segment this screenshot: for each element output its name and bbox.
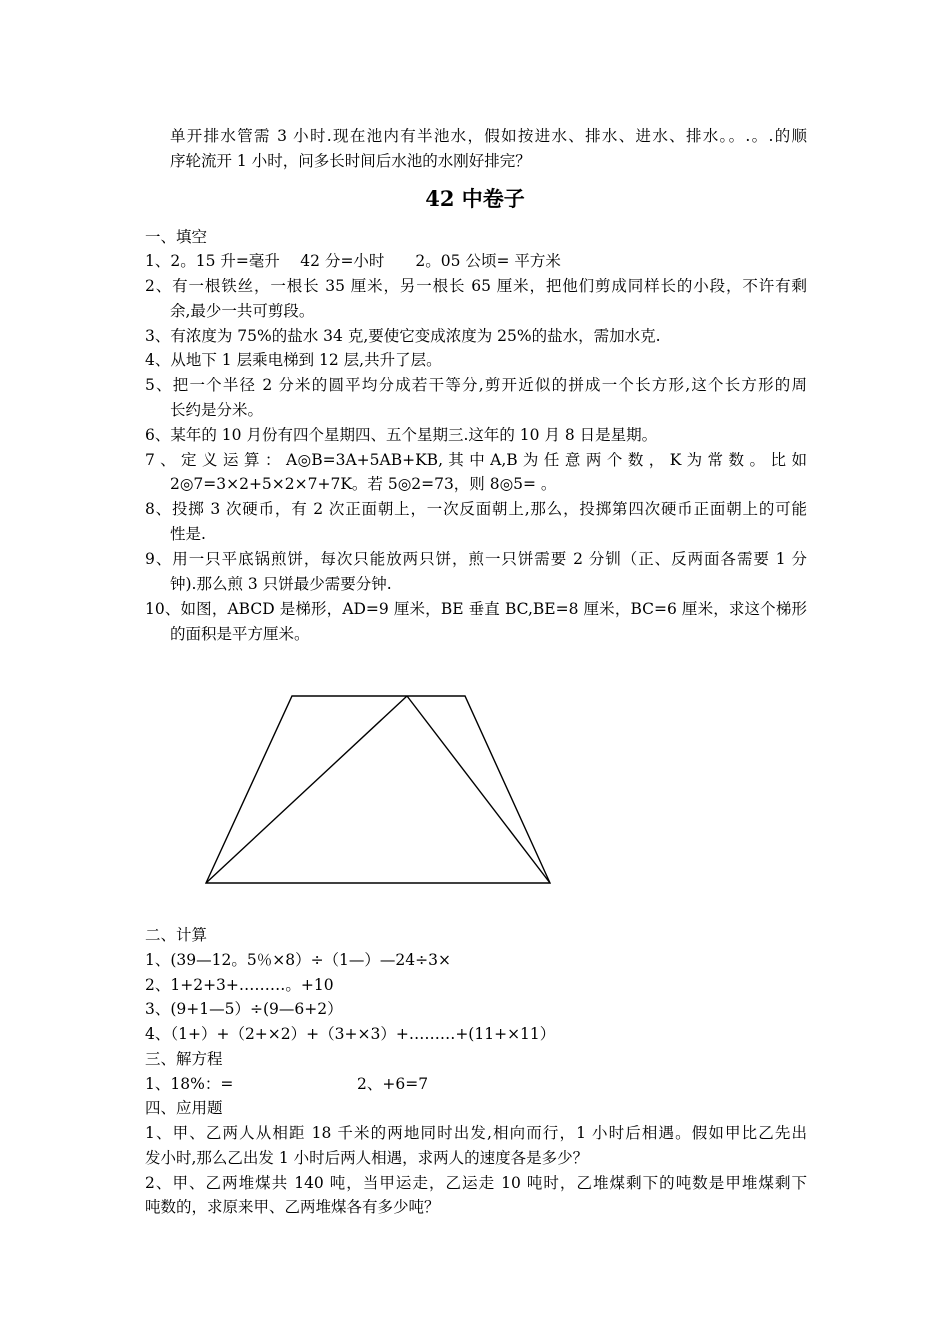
question-1-5a: 5、把一个半径 2 分米的圆平均分成若干等分,剪开近似的拼成一个长方形,这个长方形的周 [145,376,807,394]
question-1-10a: 10、如图，ABCD 是梯形，AD=9 厘米，BE 垂直 BC,BE=8 厘米，BC=6 厘米，求这个梯形 [145,600,807,618]
question-1-2b: 余,最少一共可剪段。 [170,302,315,320]
question-1-9b: 钟).那么煎 3 只饼最少需要分钟. [170,575,392,593]
section-3-heading: 三、解方程 [145,1050,223,1068]
question-3-2: 2、+6=7 [357,1075,429,1093]
question-3-row [145,1074,807,1094]
question-1-2a: 2、有一根铁丝，一根长 35 厘米，另一根长 65 厘米，把他们剪成同样长的小段，不许有剩 [145,277,807,295]
question-3-1: 1、18%：= [145,1075,234,1093]
question-1-9a: 9、用一只平底锅煎饼，每次只能放两只饼，煎一只饼需要 2 分钏（正、反两面各需要 1 分 [145,550,807,568]
intro-line-2: 序轮流开 1 小时，问多长时间后水池的水刚好排完？ [170,152,531,170]
question-4-1b: 发小时,那么乙出发 1 小时后两人相遇，求两人的速度各是多少？ [145,1149,589,1167]
question-1-8a: 8、投掷 3 次硬币，有 2 次正面朝上，一次反面朝上,那么，投掷第四次硬币正面朝上的可能 [145,500,807,518]
question-4-2a: 2、甲、乙两堆煤共 140 吨，当甲运走，乙运走 10 吨时，乙堆煤剩下的吨数是甲堆煤剩下 [145,1174,807,1192]
question-1-4: 4、从地下 1 层乘电梯到 12 层,共升了层。 [145,351,442,369]
question-1-8b: 性是. [170,525,206,543]
diagonal-left [206,696,407,883]
question-1-6: 6、某年的 10 月份有四个星期四、五个星期三.这年的 10 月 8 日是星期。 [145,426,658,444]
section-1-heading: 一、填空 [145,228,208,246]
question-2-1: 1、(39—12。5％×8）÷（1—）—24÷3× [145,951,451,969]
question-2-2: 2、1+2+3+………。+10 [145,976,334,994]
question-1-10b: 的面积是平方厘米。 [170,625,310,643]
question-4-1a: 1、甲、乙两人从相距 18 千米的两地同时出发,相向而行，1 小时后相遇。假如甲比乙先出 [145,1124,807,1142]
question-1-5b: 长约是分米。 [170,401,264,419]
trapezoid-figure [200,690,560,890]
section-2-heading: 二、计算 [145,926,208,944]
question-1-7b: 2◎7=3×2+5×2×7+7K。若 5◎2=73，则 8◎5= 。 [170,475,557,493]
section-4-heading: 四、应用题 [145,1099,223,1117]
question-1-3: 3、有浓度为 75%的盐水 34 克,要使它变成浓度为 25%的盐水，需加水克. [145,327,661,345]
question-1-7a: 7 、 定 义 运 算 ： A◎B=3A+5AB+KB, 其 中 A,B 为 任 意 两 个 数 ， K 为 常 数 。 比 如 [145,451,807,469]
question-2-3: 3、(9+1—5）÷(9—6+2） [145,1000,343,1018]
question-1-1: 1、2。15 升=毫升 42 分=小时 2。05 公顷= 平方米 [145,252,561,270]
trapezoid-outline [206,696,550,883]
intro-line-1: 单开排水管需 3 小时.现在池内有半池水，假如按进水、排水、进水、排水。。.。.的顺 [170,127,807,145]
question-2-4: 4、（1+）+（2+×2）+（3+×3）+………+(11+×11） [145,1025,556,1043]
question-4-2b: 吨数的，求原来甲、乙两堆煤各有多少吨？ [145,1198,440,1216]
page-title: 42 中卷子 [425,186,525,211]
